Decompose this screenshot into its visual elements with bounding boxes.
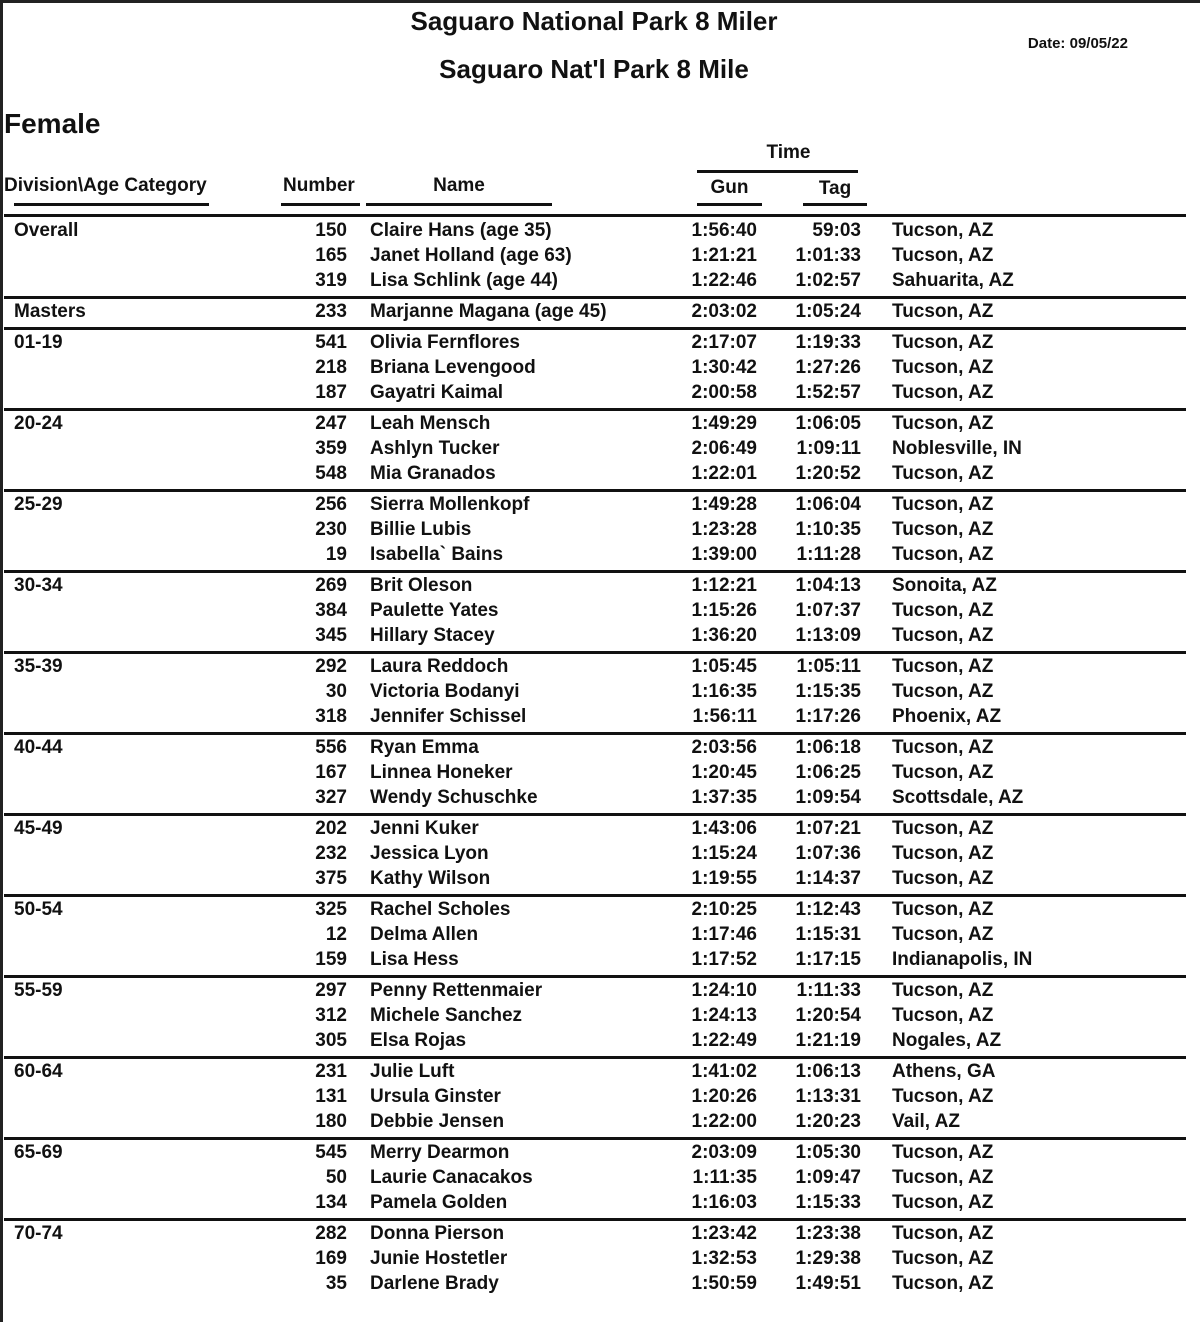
bib-number-cell: 218 bbox=[315, 357, 347, 378]
runner-name-cell: Ashlyn Tucker bbox=[370, 438, 500, 459]
header-rule bbox=[4, 214, 1186, 217]
city-cell: Tucson, AZ bbox=[892, 625, 994, 646]
city-cell: Tucson, AZ bbox=[892, 1273, 994, 1294]
gun-time-cell: 1:05:45 bbox=[691, 656, 757, 677]
table-row bbox=[0, 899, 1190, 924]
bib-number-cell: 327 bbox=[315, 787, 347, 808]
gun-time-cell: 1:22:00 bbox=[691, 1111, 757, 1132]
runner-name-cell: Marjanne Magana (age 45) bbox=[370, 301, 607, 322]
city-cell: Indianapolis, IN bbox=[892, 949, 1033, 970]
tag-time-cell: 59:03 bbox=[812, 220, 861, 241]
tag-time-cell: 1:05:11 bbox=[796, 656, 861, 677]
table-row bbox=[0, 843, 1190, 868]
gun-time-cell: 2:03:02 bbox=[691, 301, 757, 322]
table-row bbox=[0, 787, 1190, 812]
gun-time-cell: 1:12:21 bbox=[691, 575, 757, 596]
city-cell: Vail, AZ bbox=[892, 1111, 960, 1132]
runner-name-cell: Jennifer Schissel bbox=[370, 706, 527, 727]
tag-time-cell: 1:05:24 bbox=[795, 301, 861, 322]
city-cell: Tucson, AZ bbox=[892, 924, 994, 945]
table-row bbox=[0, 270, 1190, 295]
runner-name-cell: Wendy Schuschke bbox=[370, 787, 538, 808]
gun-time-cell: 1:23:28 bbox=[691, 519, 757, 540]
tag-time-cell: 1:20:23 bbox=[795, 1111, 861, 1132]
group-divider bbox=[4, 296, 1186, 299]
gun-time-cell: 1:49:28 bbox=[691, 494, 757, 515]
tag-time-cell: 1:10:35 bbox=[795, 519, 861, 540]
city-cell: Tucson, AZ bbox=[892, 245, 994, 266]
city-cell: Tucson, AZ bbox=[892, 737, 994, 758]
city-cell: Tucson, AZ bbox=[892, 1167, 994, 1188]
bib-number-cell: 159 bbox=[315, 949, 347, 970]
bib-number-cell: 556 bbox=[315, 737, 347, 758]
gun-time-cell: 2:03:56 bbox=[691, 737, 757, 758]
table-row bbox=[0, 245, 1190, 270]
runner-name-cell: Ursula Ginster bbox=[370, 1086, 501, 1107]
runner-name-cell: Julie Luft bbox=[370, 1061, 455, 1082]
tag-time-cell: 1:13:31 bbox=[795, 1086, 861, 1107]
tag-time-cell: 1:06:25 bbox=[795, 762, 861, 783]
group-divider bbox=[4, 975, 1186, 978]
bib-number-cell: 19 bbox=[325, 544, 347, 565]
runner-name-cell: Claire Hans (age 35) bbox=[370, 220, 552, 241]
group-divider bbox=[4, 327, 1186, 330]
table-row bbox=[0, 438, 1190, 463]
division-cell: 35-39 bbox=[14, 656, 63, 677]
table-row bbox=[0, 924, 1190, 949]
table-row bbox=[0, 818, 1190, 843]
gun-time-cell: 1:56:40 bbox=[691, 220, 757, 241]
runner-name-cell: Jessica Lyon bbox=[370, 843, 489, 864]
runner-name-cell: Billie Lubis bbox=[370, 519, 472, 540]
city-cell: Tucson, AZ bbox=[892, 656, 994, 677]
gun-time-cell: 1:22:46 bbox=[691, 270, 757, 291]
table-row bbox=[0, 868, 1190, 893]
bib-number-cell: 292 bbox=[315, 656, 347, 677]
gun-time-cell: 1:49:29 bbox=[691, 413, 757, 434]
tag-time-cell: 1:20:54 bbox=[795, 1005, 861, 1026]
tag-time-cell: 1:06:04 bbox=[795, 494, 861, 515]
table-row bbox=[0, 413, 1190, 438]
gun-time-cell: 1:16:35 bbox=[691, 681, 757, 702]
city-cell: Tucson, AZ bbox=[892, 1192, 994, 1213]
city-cell: Tucson, AZ bbox=[892, 899, 994, 920]
bib-number-cell: 305 bbox=[315, 1030, 347, 1051]
tag-time-cell: 1:13:09 bbox=[795, 625, 861, 646]
gun-time-cell: 1:39:00 bbox=[691, 544, 757, 565]
table-row bbox=[0, 357, 1190, 382]
tag-time-cell: 1:19:33 bbox=[795, 332, 861, 353]
runner-name-cell: Janet Holland (age 63) bbox=[370, 245, 572, 266]
group-divider bbox=[4, 1137, 1186, 1140]
city-cell: Tucson, AZ bbox=[892, 868, 994, 889]
gun-time-cell: 2:06:49 bbox=[691, 438, 757, 459]
gun-time-cell: 1:56:11 bbox=[692, 706, 757, 727]
gun-time-cell: 2:03:09 bbox=[691, 1142, 757, 1163]
bib-number-cell: 384 bbox=[315, 600, 347, 621]
window-top-border bbox=[0, 0, 1200, 3]
column-header-name: Name bbox=[433, 175, 485, 196]
tag-time-cell: 1:29:38 bbox=[795, 1248, 861, 1269]
gun-time-cell: 1:15:24 bbox=[691, 843, 757, 864]
tag-time-cell: 1:21:19 bbox=[795, 1030, 861, 1051]
table-row bbox=[0, 1167, 1190, 1192]
runner-name-cell: Lisa Hess bbox=[370, 949, 459, 970]
bib-number-cell: 187 bbox=[315, 382, 347, 403]
city-cell: Tucson, AZ bbox=[892, 357, 994, 378]
runner-name-cell: Penny Rettenmaier bbox=[370, 980, 543, 1001]
gun-time-cell: 2:10:25 bbox=[691, 899, 757, 920]
table-row bbox=[0, 737, 1190, 762]
table-row bbox=[0, 1030, 1190, 1055]
city-cell: Tucson, AZ bbox=[892, 301, 994, 322]
gun-time-cell: 1:11:35 bbox=[692, 1167, 757, 1188]
bib-number-cell: 169 bbox=[315, 1248, 347, 1269]
tag-time-cell: 1:09:47 bbox=[795, 1167, 861, 1188]
group-divider bbox=[4, 732, 1186, 735]
table-row bbox=[0, 1142, 1190, 1167]
bib-number-cell: 35 bbox=[325, 1273, 347, 1294]
division-cell: 70-74 bbox=[14, 1223, 63, 1244]
tag-time-cell: 1:14:37 bbox=[795, 868, 861, 889]
city-cell: Sonoita, AZ bbox=[892, 575, 997, 596]
tag-time-cell: 1:17:26 bbox=[795, 706, 861, 727]
runner-name-cell: Kathy Wilson bbox=[370, 868, 491, 889]
city-cell: Tucson, AZ bbox=[892, 519, 994, 540]
gun-time-cell: 2:17:07 bbox=[691, 332, 757, 353]
gun-time-cell: 1:36:20 bbox=[691, 625, 757, 646]
table-row bbox=[0, 1223, 1190, 1248]
divider bbox=[366, 203, 552, 206]
tag-time-cell: 1:11:28 bbox=[796, 544, 861, 565]
gun-time-cell: 1:19:55 bbox=[691, 868, 757, 889]
tag-time-cell: 1:20:52 bbox=[795, 463, 861, 484]
city-cell: Tucson, AZ bbox=[892, 382, 994, 403]
bib-number-cell: 256 bbox=[315, 494, 347, 515]
table-row bbox=[0, 681, 1190, 706]
city-cell: Tucson, AZ bbox=[892, 463, 994, 484]
table-row bbox=[0, 544, 1190, 569]
city-cell: Tucson, AZ bbox=[892, 1248, 994, 1269]
bib-number-cell: 247 bbox=[315, 413, 347, 434]
city-cell: Noblesville, IN bbox=[892, 438, 1022, 459]
division-cell: 40-44 bbox=[14, 737, 63, 758]
bib-number-cell: 230 bbox=[315, 519, 347, 540]
runner-name-cell: Pamela Golden bbox=[370, 1192, 508, 1213]
tag-time-cell: 1:09:11 bbox=[796, 438, 861, 459]
runner-name-cell: Hillary Stacey bbox=[370, 625, 495, 646]
runner-name-cell: Isabella` Bains bbox=[370, 544, 504, 565]
table-row bbox=[0, 1086, 1190, 1111]
bib-number-cell: 375 bbox=[315, 868, 347, 889]
division-cell: Masters bbox=[14, 301, 86, 322]
division-cell: 45-49 bbox=[14, 818, 63, 839]
gun-time-cell: 1:17:46 bbox=[691, 924, 757, 945]
division-cell: 55-59 bbox=[14, 980, 63, 1001]
division-cell: Overall bbox=[14, 220, 79, 241]
city-cell: Tucson, AZ bbox=[892, 413, 994, 434]
tag-time-cell: 1:12:43 bbox=[795, 899, 861, 920]
bib-number-cell: 134 bbox=[315, 1192, 347, 1213]
table-row bbox=[0, 706, 1190, 731]
bib-number-cell: 50 bbox=[325, 1167, 347, 1188]
report-title: Saguaro National Park 8 Miler bbox=[410, 6, 778, 36]
division-cell: 30-34 bbox=[14, 575, 63, 596]
bib-number-cell: 297 bbox=[315, 980, 347, 1001]
gun-time-cell: 1:37:35 bbox=[691, 787, 757, 808]
gun-time-cell: 1:20:45 bbox=[691, 762, 757, 783]
bib-number-cell: 345 bbox=[315, 625, 347, 646]
bib-number-cell: 231 bbox=[315, 1061, 347, 1082]
gun-time-cell: 1:21:21 bbox=[691, 245, 757, 266]
divider bbox=[281, 203, 360, 206]
runner-name-cell: Paulette Yates bbox=[370, 600, 499, 621]
gun-time-cell: 1:24:10 bbox=[691, 980, 757, 1001]
column-header-tag: Tag bbox=[818, 178, 852, 199]
tag-time-cell: 1:01:33 bbox=[795, 245, 861, 266]
table-row bbox=[0, 575, 1190, 600]
divider bbox=[803, 203, 867, 206]
bib-number-cell: 548 bbox=[315, 463, 347, 484]
gun-time-cell: 1:50:59 bbox=[691, 1273, 757, 1294]
group-divider bbox=[4, 1056, 1186, 1059]
table-row bbox=[0, 220, 1190, 245]
division-cell: 65-69 bbox=[14, 1142, 63, 1163]
tag-time-cell: 1:05:30 bbox=[795, 1142, 861, 1163]
city-cell: Athens, GA bbox=[892, 1061, 996, 1082]
group-divider bbox=[4, 489, 1186, 492]
division-cell: 60-64 bbox=[14, 1061, 63, 1082]
runner-name-cell: Delma Allen bbox=[370, 924, 479, 945]
group-divider bbox=[4, 1218, 1186, 1221]
tag-time-cell: 1:11:33 bbox=[796, 980, 861, 1001]
gun-time-cell: 1:43:06 bbox=[691, 818, 757, 839]
city-cell: Tucson, AZ bbox=[892, 818, 994, 839]
divider bbox=[697, 170, 858, 173]
tag-time-cell: 1:15:33 bbox=[795, 1192, 861, 1213]
city-cell: Tucson, AZ bbox=[892, 600, 994, 621]
runner-name-cell: Michele Sanchez bbox=[370, 1005, 523, 1026]
city-cell: Tucson, AZ bbox=[892, 843, 994, 864]
bib-number-cell: 232 bbox=[315, 843, 347, 864]
bib-number-cell: 167 bbox=[315, 762, 347, 783]
table-row bbox=[0, 625, 1190, 650]
runner-name-cell: Jenni Kuker bbox=[370, 818, 479, 839]
division-cell: 25-29 bbox=[14, 494, 63, 515]
runner-name-cell: Laura Reddoch bbox=[370, 656, 509, 677]
runner-name-cell: Olivia Fernflores bbox=[370, 332, 520, 353]
table-row bbox=[0, 1248, 1190, 1273]
bib-number-cell: 318 bbox=[315, 706, 347, 727]
bib-number-cell: 233 bbox=[315, 301, 347, 322]
group-divider bbox=[4, 651, 1186, 654]
bib-number-cell: 325 bbox=[315, 899, 347, 920]
runner-name-cell: Elsa Rojas bbox=[370, 1030, 467, 1051]
column-header-gun: Gun bbox=[710, 177, 749, 198]
runner-name-cell: Lisa Schlink (age 44) bbox=[370, 270, 558, 291]
runner-name-cell: Briana Levengood bbox=[370, 357, 536, 378]
column-header-division: Division\Age Category bbox=[4, 175, 207, 196]
tag-time-cell: 1:15:31 bbox=[795, 924, 861, 945]
division-cell: 20-24 bbox=[14, 413, 63, 434]
table-row bbox=[0, 463, 1190, 488]
tag-time-cell: 1:07:21 bbox=[795, 818, 861, 839]
tag-time-cell: 1:06:05 bbox=[795, 413, 861, 434]
divider bbox=[14, 203, 209, 206]
bib-number-cell: 180 bbox=[315, 1111, 347, 1132]
group-divider bbox=[4, 894, 1186, 897]
bib-number-cell: 312 bbox=[315, 1005, 347, 1026]
runner-name-cell: Rachel Scholes bbox=[370, 899, 511, 920]
tag-time-cell: 1:02:57 bbox=[795, 270, 861, 291]
runner-name-cell: Sierra Mollenkopf bbox=[370, 494, 530, 515]
gun-time-cell: 1:30:42 bbox=[691, 357, 757, 378]
report-date: Date: 09/05/22 bbox=[1027, 35, 1128, 52]
gun-time-cell: 2:00:58 bbox=[691, 382, 757, 403]
runner-name-cell: Merry Dearmon bbox=[370, 1142, 510, 1163]
table-row bbox=[0, 949, 1190, 974]
city-cell: Tucson, AZ bbox=[892, 332, 994, 353]
city-cell: Tucson, AZ bbox=[892, 544, 994, 565]
group-divider bbox=[4, 408, 1186, 411]
runner-name-cell: Donna Pierson bbox=[370, 1223, 505, 1244]
table-row bbox=[0, 1273, 1190, 1298]
race-subtitle: Saguaro Nat'l Park 8 Mile bbox=[439, 54, 749, 84]
tag-time-cell: 1:27:26 bbox=[795, 357, 861, 378]
bib-number-cell: 202 bbox=[315, 818, 347, 839]
table-row bbox=[0, 1111, 1190, 1136]
city-cell: Tucson, AZ bbox=[892, 220, 994, 241]
city-cell: Tucson, AZ bbox=[892, 1005, 994, 1026]
table-row bbox=[0, 980, 1190, 1005]
city-cell: Tucson, AZ bbox=[892, 1223, 994, 1244]
gun-time-cell: 1:32:53 bbox=[691, 1248, 757, 1269]
city-cell: Tucson, AZ bbox=[892, 762, 994, 783]
tag-time-cell: 1:07:37 bbox=[795, 600, 861, 621]
tag-time-cell: 1:06:13 bbox=[795, 1061, 861, 1082]
column-header-time: Time bbox=[766, 142, 811, 163]
bib-number-cell: 131 bbox=[315, 1086, 347, 1107]
table-row bbox=[0, 301, 1190, 326]
bib-number-cell: 12 bbox=[325, 924, 347, 945]
gun-time-cell: 1:20:26 bbox=[691, 1086, 757, 1107]
divider bbox=[697, 203, 762, 206]
table-row bbox=[0, 1061, 1190, 1086]
city-cell: Phoenix, AZ bbox=[892, 706, 1002, 727]
table-row bbox=[0, 762, 1190, 787]
runner-name-cell: Linnea Honeker bbox=[370, 762, 513, 783]
bib-number-cell: 541 bbox=[315, 332, 347, 353]
city-cell: Tucson, AZ bbox=[892, 681, 994, 702]
gun-time-cell: 1:16:03 bbox=[691, 1192, 757, 1213]
tag-time-cell: 1:04:13 bbox=[795, 575, 861, 596]
runner-name-cell: Brit Oleson bbox=[370, 575, 473, 596]
gun-time-cell: 1:24:13 bbox=[691, 1005, 757, 1026]
city-cell: Tucson, AZ bbox=[892, 494, 994, 515]
bib-number-cell: 545 bbox=[315, 1142, 347, 1163]
column-header-number: Number bbox=[283, 175, 355, 196]
table-row bbox=[0, 600, 1190, 625]
group-divider bbox=[4, 813, 1186, 816]
runner-name-cell: Victoria Bodanyi bbox=[370, 681, 520, 702]
tag-time-cell: 1:09:54 bbox=[795, 787, 861, 808]
city-cell: Tucson, AZ bbox=[892, 980, 994, 1001]
table-row bbox=[0, 494, 1190, 519]
bib-number-cell: 165 bbox=[315, 245, 347, 266]
tag-time-cell: 1:07:36 bbox=[795, 843, 861, 864]
table-row bbox=[0, 656, 1190, 681]
gun-time-cell: 1:23:42 bbox=[691, 1223, 757, 1244]
tag-time-cell: 1:17:15 bbox=[795, 949, 861, 970]
gun-time-cell: 1:22:01 bbox=[691, 463, 757, 484]
bib-number-cell: 359 bbox=[315, 438, 347, 459]
tag-time-cell: 1:06:18 bbox=[795, 737, 861, 758]
city-cell: Sahuarita, AZ bbox=[892, 270, 1014, 291]
tag-time-cell: 1:52:57 bbox=[795, 382, 861, 403]
runner-name-cell: Ryan Emma bbox=[370, 737, 479, 758]
runner-name-cell: Debbie Jensen bbox=[370, 1111, 505, 1132]
tag-time-cell: 1:23:38 bbox=[795, 1223, 861, 1244]
gun-time-cell: 1:17:52 bbox=[691, 949, 757, 970]
city-cell: Scottsdale, AZ bbox=[892, 787, 1024, 808]
city-cell: Tucson, AZ bbox=[892, 1086, 994, 1107]
runner-name-cell: Leah Mensch bbox=[370, 413, 491, 434]
city-cell: Nogales, AZ bbox=[892, 1030, 1002, 1051]
table-row bbox=[0, 1192, 1190, 1217]
runner-name-cell: Junie Hostetler bbox=[370, 1248, 508, 1269]
bib-number-cell: 30 bbox=[325, 681, 347, 702]
city-cell: Tucson, AZ bbox=[892, 1142, 994, 1163]
table-row bbox=[0, 332, 1190, 357]
bib-number-cell: 269 bbox=[315, 575, 347, 596]
bib-number-cell: 319 bbox=[315, 270, 347, 291]
runner-name-cell: Gayatri Kaimal bbox=[370, 382, 504, 403]
table-row bbox=[0, 382, 1190, 407]
runner-name-cell: Mia Granados bbox=[370, 463, 496, 484]
group-divider bbox=[4, 570, 1186, 573]
table-row bbox=[0, 1005, 1190, 1030]
gun-time-cell: 1:41:02 bbox=[691, 1061, 757, 1082]
section-heading: Female bbox=[4, 108, 101, 139]
tag-time-cell: 1:15:35 bbox=[795, 681, 861, 702]
table-row bbox=[0, 519, 1190, 544]
runner-name-cell: Darlene Brady bbox=[370, 1273, 499, 1294]
bib-number-cell: 150 bbox=[315, 220, 347, 241]
division-cell: 01-19 bbox=[14, 332, 63, 353]
runner-name-cell: Laurie Canacakos bbox=[370, 1167, 533, 1188]
bib-number-cell: 282 bbox=[315, 1223, 347, 1244]
gun-time-cell: 1:15:26 bbox=[691, 600, 757, 621]
tag-time-cell: 1:49:51 bbox=[795, 1273, 861, 1294]
division-cell: 50-54 bbox=[14, 899, 63, 920]
gun-time-cell: 1:22:49 bbox=[691, 1030, 757, 1051]
